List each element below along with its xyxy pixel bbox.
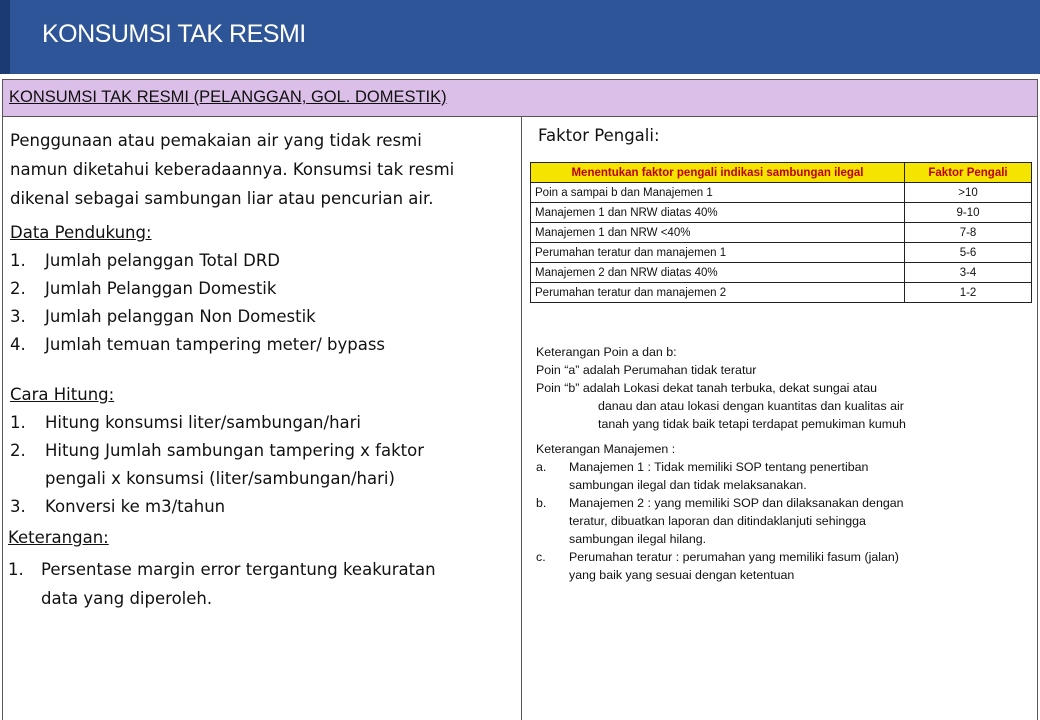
list-item: [10, 493, 510, 521]
table-cell-factor: 5-6: [905, 243, 1032, 263]
table-cell-factor: 9-10: [905, 203, 1032, 223]
list-number: 3.: [10, 497, 26, 516]
table-cell-criteria: Poin a sampai b dan Manajemen 1: [531, 183, 905, 203]
table-cell-factor: 1-2: [905, 283, 1032, 303]
notes-block: [536, 343, 1036, 584]
header-accent-stripe: [0, 0, 10, 74]
list-item: [10, 331, 510, 359]
list-text: pengali x konsumsi (liter/sambungan/hari): [45, 469, 395, 488]
table-row: [531, 203, 1032, 223]
table-cell-factor: 3-4: [905, 263, 1032, 283]
manajemen-item: [536, 458, 1036, 494]
table-cell-criteria: Manajemen 1 dan NRW diatas 40%: [531, 203, 905, 223]
intro-line: dikenal sebagai sambungan liar atau pencurian air.: [10, 189, 434, 208]
list-number: 1.: [10, 413, 26, 432]
poin-b-text: Poin “b” adalah Lokasi dekat tanah terbuka, dekat sungai atau: [536, 381, 877, 395]
faktor-pengali-table: [530, 162, 1032, 303]
section-band: [2, 79, 1038, 117]
table-cell-factor: >10: [905, 183, 1032, 203]
list-number: 4.: [10, 335, 26, 354]
cara-hitung-list: [10, 409, 510, 521]
column-divider: [521, 117, 522, 720]
poin-b-continuation: danau dan atau lokasi dengan kuantitas dan kualitas air: [598, 399, 904, 413]
table-cell-factor: 7-8: [905, 223, 1032, 243]
list-text: Manajemen 2 : yang memiliki SOP dan dilaksanakan dengan: [569, 496, 904, 510]
table-row: [531, 263, 1032, 283]
list-letter: b.: [536, 496, 547, 510]
list-text: Hitung konsumsi liter/sambungan/hari: [45, 413, 362, 432]
manajemen-item: [536, 494, 1036, 548]
intro-line: namun diketahui keberadaannya. Konsumsi tak resmi: [10, 160, 455, 179]
table-cell-criteria: Manajemen 1 dan NRW <40%: [531, 223, 905, 243]
manajemen-item: [536, 548, 1036, 584]
list-text: Jumlah Pelanggan Domestik: [45, 279, 277, 298]
list-item: [10, 409, 510, 437]
intro-line: Penggunaan atau pemakaian air yang tidak resmi: [10, 131, 422, 150]
slide-title: KONSUMSI TAK RESMI: [42, 20, 306, 48]
manajemen-title: Keterangan Manajemen :: [536, 442, 676, 456]
list-text: Jumlah pelanggan Total DRD: [45, 251, 280, 270]
poin-a-text: Poin “a” adalah Perumahan tidak teratur: [536, 363, 757, 377]
list-number: 1.: [8, 560, 24, 579]
intro-paragraph: [10, 126, 510, 213]
table-row: [531, 183, 1032, 203]
table-row: [531, 283, 1032, 303]
left-column: [10, 126, 510, 521]
list-item: [10, 437, 510, 493]
keterangan-title: Keterangan:: [8, 528, 109, 547]
list-number: 1.: [10, 251, 26, 270]
section-heading: KONSUMSI TAK RESMI (PELANGGAN, GOL. DOMESTIK): [9, 88, 447, 106]
data-pendukung-list: [10, 247, 510, 359]
table-row: [531, 243, 1032, 263]
keterangan-list: [8, 555, 508, 613]
table-row: [531, 223, 1032, 243]
header-bar: [0, 0, 1040, 74]
table-header-factor: Faktor Pengali: [905, 163, 1032, 183]
poin-title: Keterangan Poin a dan b:: [536, 345, 677, 359]
table-header-row: [531, 163, 1032, 183]
list-text: yang baik yang sesuai dengan ketentuan: [569, 568, 795, 582]
list-text: Jumlah temuan tampering meter/ bypass: [45, 335, 386, 354]
list-number: 2.: [10, 441, 26, 460]
list-text: Hitung Jumlah sambungan tampering x faktor: [45, 441, 425, 460]
list-text: data yang diperoleh.: [41, 589, 213, 608]
list-text: teratur, dibuatkan laporan dan ditindaklanjuti sehingga: [569, 514, 866, 528]
list-number: 2.: [10, 279, 26, 298]
list-letter: a.: [536, 460, 547, 474]
list-text: Manajemen 1 : Tidak memiliki SOP tentang penertiban: [569, 460, 869, 474]
table-cell-criteria: Perumahan teratur dan manajemen 2: [531, 283, 905, 303]
list-text: Persentase margin error tergantung keakuratan: [41, 560, 436, 579]
list-letter: c.: [536, 550, 546, 564]
data-pendukung-title: Data Pendukung:: [10, 223, 152, 242]
faktor-pengali-title: Faktor Pengali:: [538, 126, 660, 145]
list-text: sambungan ilegal dan tidak melaksanakan.: [569, 478, 807, 492]
list-text: Konversi ke m3/tahun: [45, 497, 226, 516]
list-number: 3.: [10, 307, 26, 326]
list-item: [10, 303, 510, 331]
table-cell-criteria: Manajemen 2 dan NRW diatas 40%: [531, 263, 905, 283]
list-text: Jumlah pelanggan Non Domestik: [45, 307, 316, 326]
cara-hitung-title: Cara Hitung:: [10, 385, 115, 404]
table-cell-criteria: Perumahan teratur dan manajemen 1: [531, 243, 905, 263]
list-item: [10, 247, 510, 275]
list-item: [8, 555, 508, 613]
poin-b-continuation: tanah yang tidak baik tetapi terdapat pemukiman kumuh: [598, 417, 906, 431]
list-item: [10, 275, 510, 303]
table-header-criteria: Menentukan faktor pengali indikasi sambungan ilegal: [531, 163, 905, 183]
list-text: Perumahan teratur : perumahan yang memiliki fasum (jalan): [569, 550, 899, 564]
list-text: sambungan ilegal hilang.: [569, 532, 707, 546]
